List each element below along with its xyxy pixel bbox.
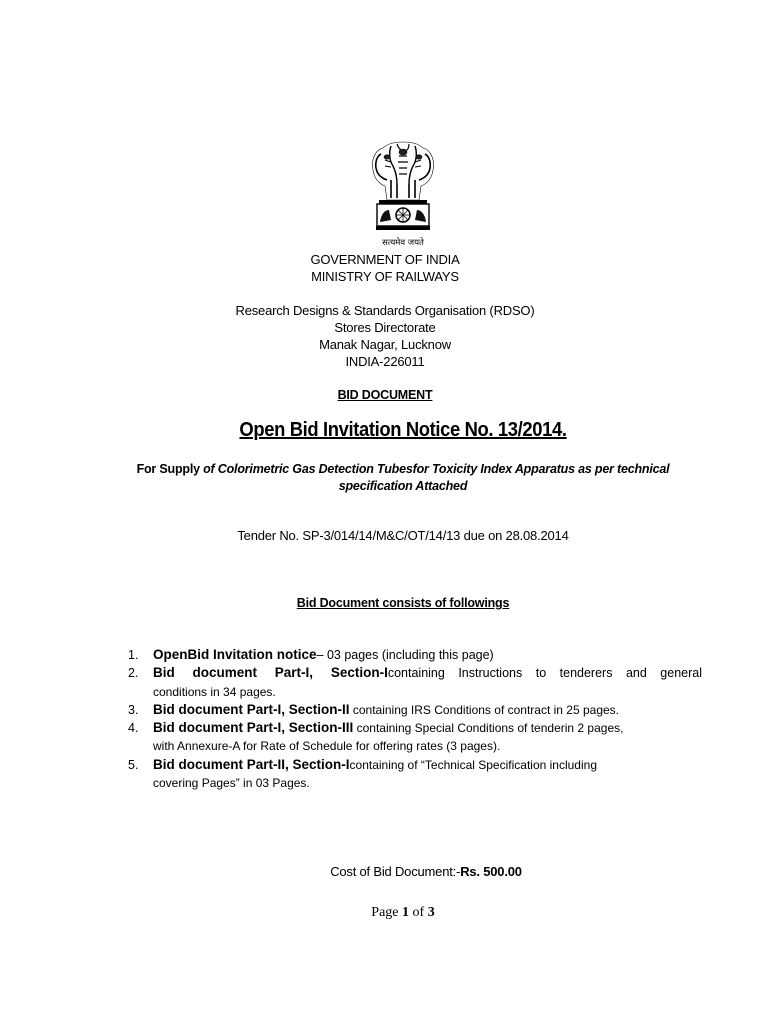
organisation-name: Research Designs & Standards Organisation (RDSO) [235, 303, 535, 318]
list-item [128, 701, 702, 719]
tender-number: Tender No. SP-3/014/14/M&C/OT/14/13 due on 28.08.2014 [237, 528, 569, 543]
organisation-address [0, 302, 770, 370]
supply-description [0, 461, 770, 495]
list-item-text-continued: with Annexure-A for Rate of Schedule for offering rates (3 pages). [153, 739, 501, 754]
emblem-motto: सत्यमेव जयते [382, 238, 424, 248]
page-total: 3 [427, 905, 435, 920]
list-item-text-continued: covering Pages” in 03 Pages. [153, 776, 310, 791]
list-item-text: containing Instructions to tenderers and general [387, 666, 703, 681]
list-item-text-continued: conditions in 34 pages. [153, 684, 276, 699]
directorate-line: Stores Directorate [334, 320, 436, 335]
supply-line-1: of Colorimetric Gas Detection Tubesfor Toxicity Index Apparatus as per technical [203, 462, 670, 476]
list-item-text: containing IRS Conditions of contract in 25 pages. [349, 702, 620, 717]
list-item-title: Bid document Part-I, Section-II [153, 701, 350, 717]
ministry-line: MINISTRY OF RAILWAYS [311, 269, 459, 284]
page-number [0, 905, 770, 921]
list-item [128, 646, 702, 664]
list-item-text: – 03 pages (including this page) [316, 648, 494, 662]
page-current: 1 [402, 905, 410, 920]
consists-heading: Bid Document consists of followings [296, 596, 510, 610]
ashoka-lion-capital-emblem-icon [361, 140, 445, 250]
list-number: 3. [128, 702, 139, 717]
list-number: 5. [128, 757, 139, 772]
cost-label: Cost of Bid Document:- [330, 864, 461, 879]
supply-line-2: specification Attached [338, 479, 468, 493]
bid-document-cost [0, 864, 770, 879]
list-number: 4. [128, 721, 139, 736]
cost-amount: Rs. 500.00 [460, 864, 522, 879]
list-number: 1. [128, 648, 139, 662]
supply-prefix: For Supply [136, 462, 204, 476]
page-of: of [409, 905, 428, 920]
list-item-text: containing of “Technical Specification including [349, 757, 597, 772]
list-item-title: Bid document Part-I, Section-III [153, 720, 354, 736]
national-emblem [361, 140, 445, 250]
list-item [128, 664, 702, 701]
government-line: GOVERNMENT OF INDIA [310, 252, 460, 267]
list-item-title: Bid document Part-I, Section-I [153, 665, 388, 681]
country-pin-line: INDIA-226011 [345, 354, 425, 369]
list-item-title: OpenBid Invitation notice [153, 647, 317, 662]
bid-document-heading: BID DOCUMENT [337, 388, 433, 402]
list-item-title: Bid document Part-II, Section-I [153, 756, 350, 772]
page-prefix: Page [371, 905, 403, 920]
bid-document-contents-list [128, 646, 702, 792]
locality-line: Manak Nagar, Lucknow [319, 337, 451, 352]
list-item-text: containing Special Conditions of tenderin 2 pages, [353, 721, 624, 736]
list-item [128, 756, 702, 793]
list-number: 2. [128, 666, 139, 681]
government-header [0, 251, 770, 285]
notice-title: Open Bid Invitation Notice No. 13/2014. [239, 419, 567, 441]
list-item [128, 719, 702, 756]
